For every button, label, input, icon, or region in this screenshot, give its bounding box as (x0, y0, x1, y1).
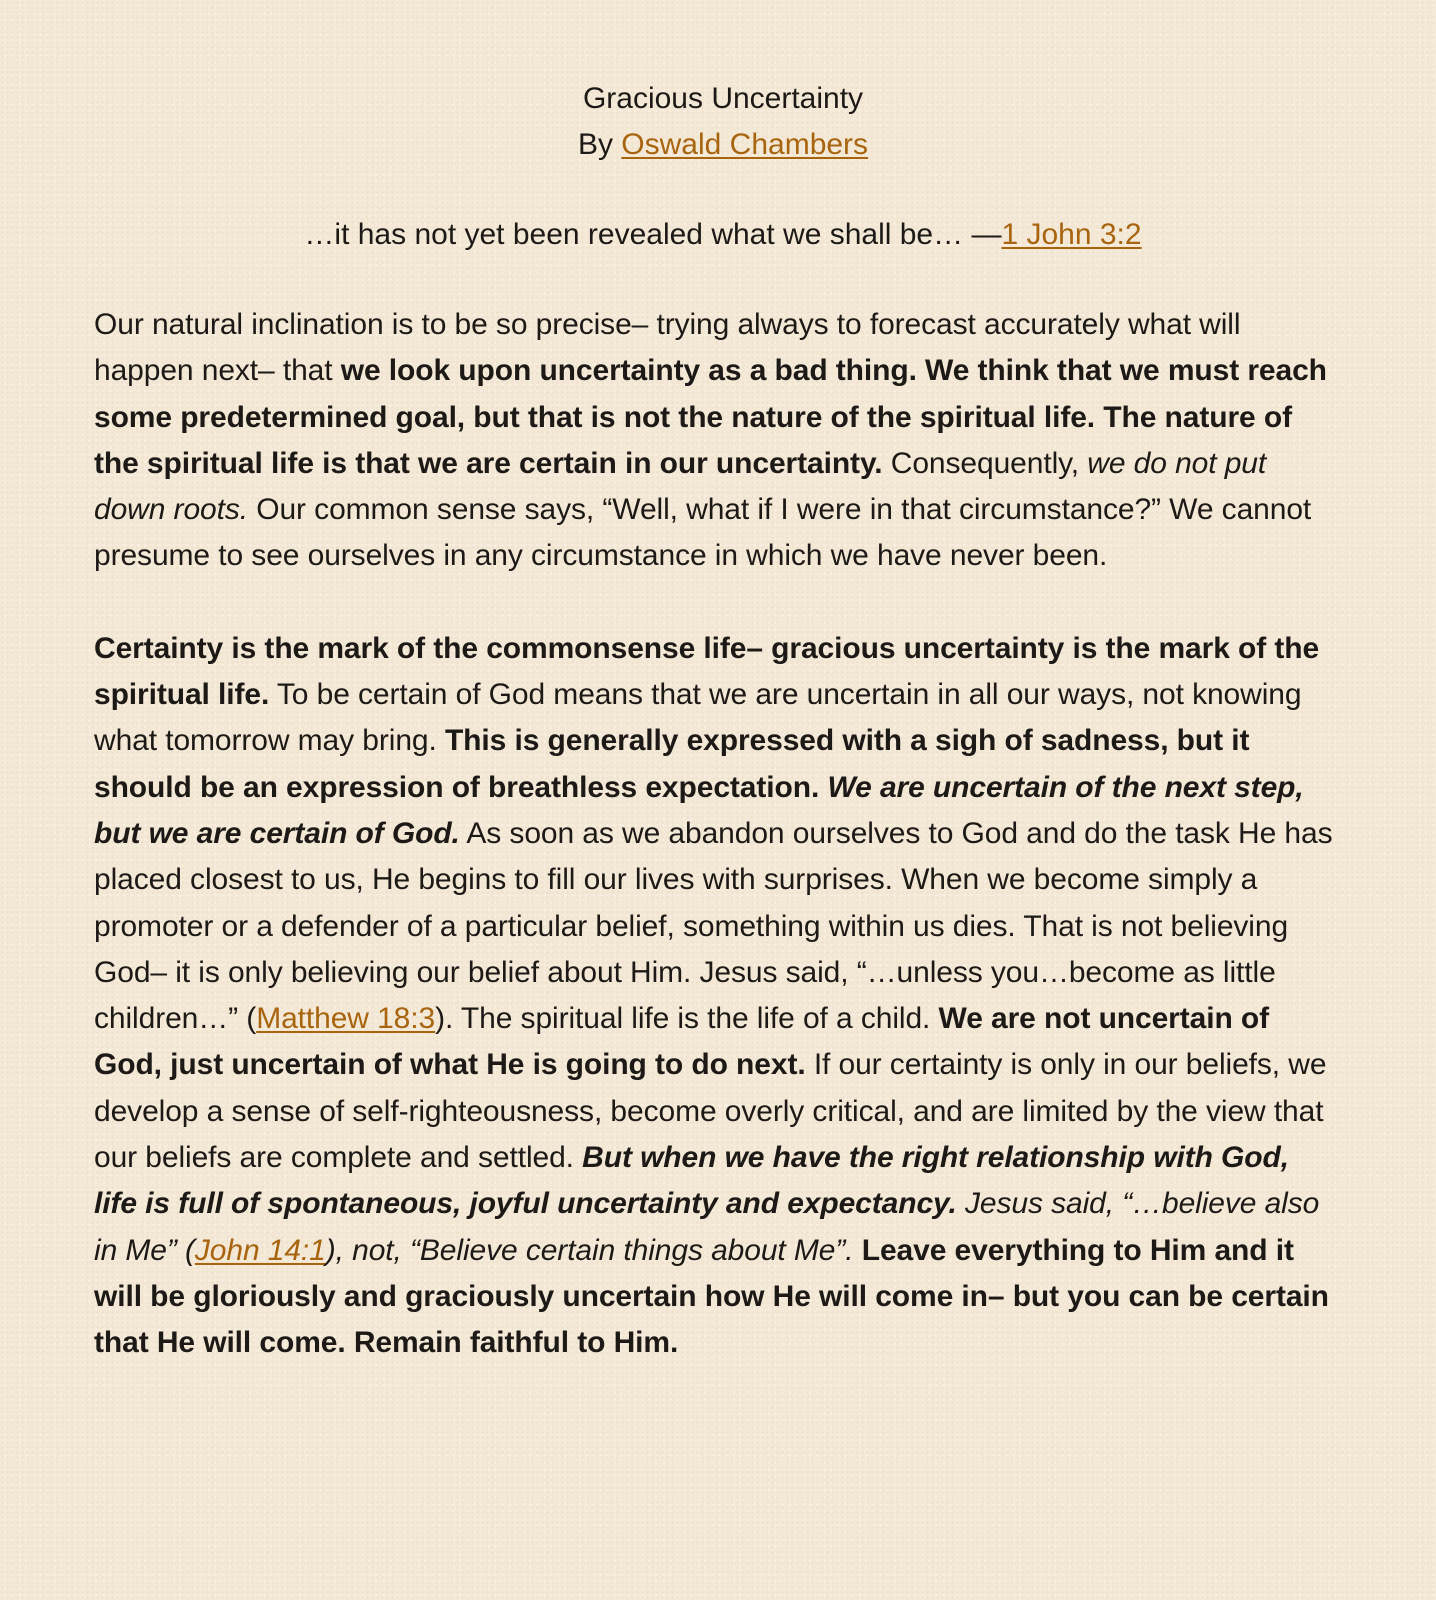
paragraph-2-run-16: Leave everything to Him and it will be gloriously and graciously uncertain how He will come in– but you can be certain that He will come. Remain faithful to Him. (94, 1233, 1329, 1360)
article-header (108, 76, 1338, 168)
paragraph-1-run-3: Consequently, (882, 446, 1088, 480)
paragraph-1-run-5: Our common sense says, “Well, what if I were in that circumstance?” We cannot presume to see ourselves in any circumstance in which we have never been. (94, 493, 1312, 573)
paragraph-2 (94, 626, 1338, 1367)
paragraph-2-run-6: As soon as we abandon ourselves to God and do the task He has placed closest to us, He begins to fill our lives with surprises. When we become simply a promoter or a defender of a particular belief, something within us dies. That is not believing God– it is only believing our belief about Him. Jesus said, “…unless you…become as little children…” ( (94, 816, 1333, 1036)
author-link[interactable]: Oswald Chambers (621, 128, 869, 161)
verse-text: …it has not yet been revealed what we shall be… — (304, 218, 1002, 251)
john-14-1-link[interactable]: John 14:1 (194, 1233, 326, 1267)
paragraph-2-run-3: This is generally expressed with a sigh of sadness, but it should be an expression of breathless expectation. (94, 724, 1250, 804)
paragraph-2-run-9: We are not uncertain of God, just uncertain of what He is going to do next. (94, 1002, 1270, 1082)
paragraph-2-run-11: But when we have the right relationship with God, life is full of spontaneous, joyful uncertainty and expectancy. (94, 1141, 1289, 1221)
paragraph-2-run-5: We are uncertain of the next step, but we are certain of God. (94, 770, 1304, 850)
scripture-verse (108, 212, 1338, 258)
paragraph-1-run-4: we do not put down roots. (94, 446, 1267, 527)
byline (108, 122, 1338, 168)
paragraph-2-run-10: If our certainty is only in our beliefs, we develop a sense of self-righteousness, become overly critical, and are limited by the view that our beliefs are complete and settled. (94, 1048, 1327, 1175)
paragraph-2-run-15 (854, 1234, 862, 1267)
paragraph-1-run-1: Our natural inclination is to be so precise– trying always to forecast accurately what will happen next– that (94, 308, 1241, 388)
paragraph-2-run-14: ), not, “Believe certain things about Me”. (325, 1233, 854, 1267)
byline-prefix: By (577, 128, 622, 161)
paragraph-2-run-1: Certainty is the mark of the commonsense life– gracious uncertainty is the mark of the spiritual life. (94, 631, 1320, 712)
article-title: Gracious Uncertainty (582, 82, 864, 115)
paragraph-2-run-12: Jesus said, “…believe also in Me” ( (94, 1187, 1320, 1267)
verse-reference-link[interactable]: 1 John 3:2 (1001, 218, 1142, 251)
paragraph-1-run-2: we look upon uncertainty as a bad thing. We think that we must reach some predetermined goal, but that is not the nature of the spiritual life. The nature of the spiritual life is that we are certain in our uncertainty. (94, 354, 1327, 480)
paragraph-2-run-2: To be certain of God means that we are uncertain in all our ways, not knowing what tomorrow may bring. (94, 678, 1302, 758)
paragraph-2-run-8: ). The spiritual life is the life of a child. (435, 1002, 939, 1036)
paragraph-1 (94, 302, 1338, 580)
matthew-18-3-link[interactable]: Matthew 18:3 (256, 1002, 436, 1036)
